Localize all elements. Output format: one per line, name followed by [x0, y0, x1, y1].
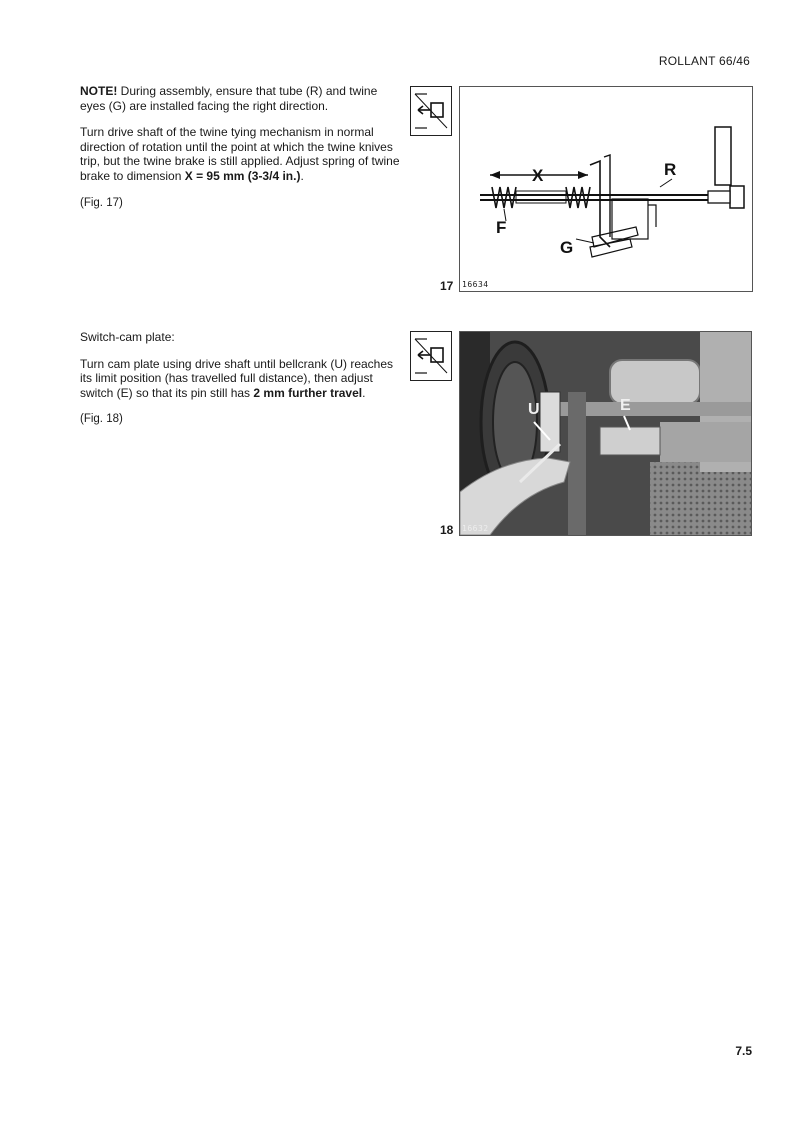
figure-18-photo	[459, 331, 752, 536]
instruction-text: Turn drive shaft of the twine tying mechanism in normal direction of rotation until the point at which the twine knives trip, but the twine brake is still applied. Adjust spring of twine brake to dimension	[80, 125, 400, 183]
note-text: During assembly, ensure that tube (R) and twine eyes (G) are installed facing the right direction.	[80, 84, 378, 113]
fig18-number: 18	[440, 523, 454, 537]
figure-17-diagram	[459, 86, 753, 292]
fig18-label-u: U	[528, 401, 540, 418]
fig17-code: 16634	[462, 280, 489, 289]
instruction-text-2: Turn cam plate using drive shaft until bellcrank (U) reaches its limit position (has travelled full distance), then adjust switch (E) so that its pin still has	[80, 356, 394, 400]
fig17-reference: (Fig. 17)	[80, 196, 123, 209]
instruction-paragraph	[80, 125, 405, 183]
fig17-label-r: R	[664, 160, 677, 179]
note-paragraph	[80, 84, 405, 113]
fig17-label-g: G	[560, 238, 574, 257]
instruction-dimension: X = 95 mm (3-3/4 in.)	[184, 168, 301, 183]
page-number: 7.5	[735, 1044, 752, 1058]
fig18-label-e: E	[620, 397, 631, 414]
section2-heading: Switch-cam plate:	[80, 330, 175, 344]
adjust-instruction-icon-2	[410, 331, 452, 381]
fig17-label-x: X	[532, 166, 544, 185]
adjust-instruction-icon	[410, 86, 452, 136]
instruction-end: .	[300, 168, 304, 183]
fig18-reference: (Fig. 18)	[80, 413, 123, 426]
instruction-end-2: .	[362, 385, 366, 400]
fig18-code: 16632	[462, 524, 489, 533]
section-switch-cam	[80, 330, 405, 439]
page-header-title: ROLLANT 66/46	[658, 54, 750, 68]
fig17-label-f: F	[496, 218, 507, 237]
instruction-paragraph-2	[80, 357, 405, 401]
fig17-number: 17	[440, 279, 454, 293]
instruction-travel: 2 mm further travel	[253, 385, 363, 400]
section-twine-brake	[80, 84, 405, 222]
note-label: NOTE!	[80, 84, 118, 98]
